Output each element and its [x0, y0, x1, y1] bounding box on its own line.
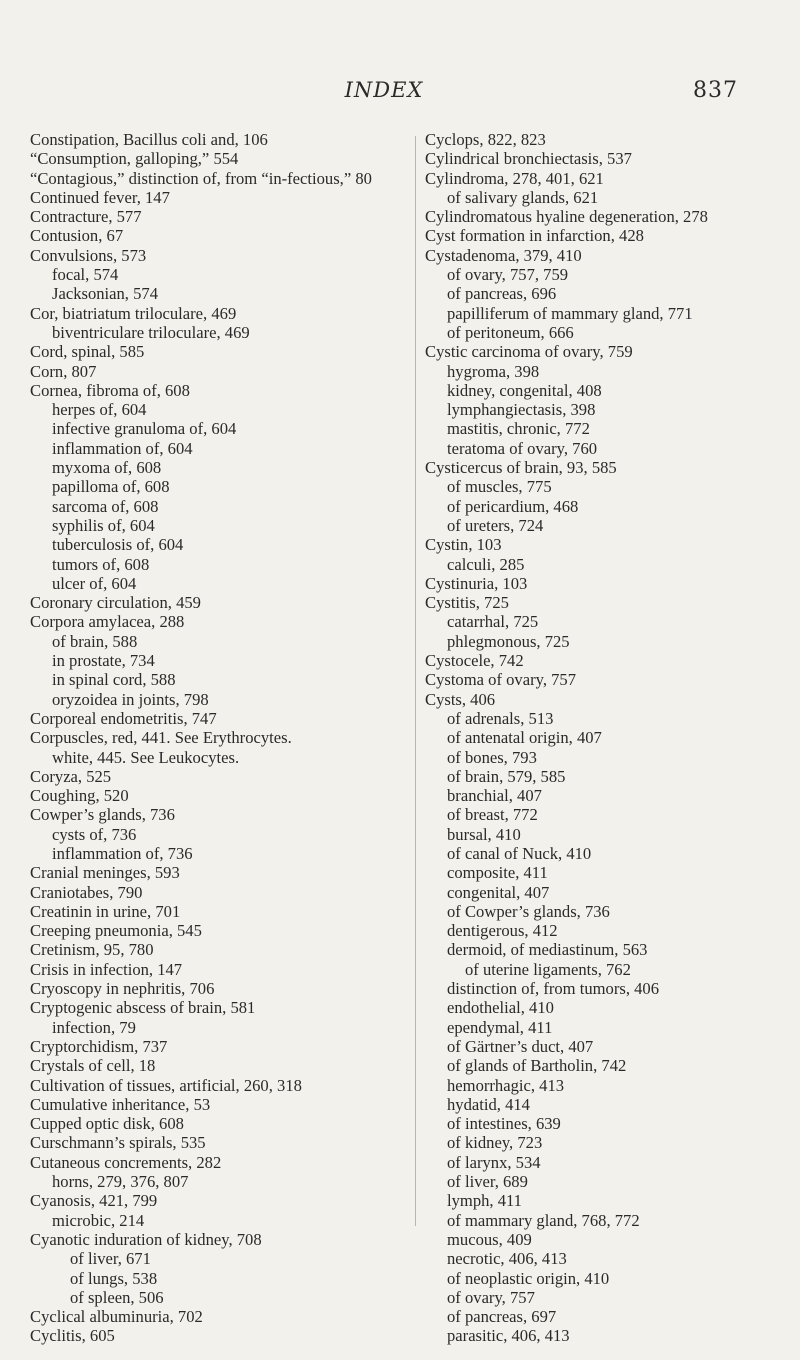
index-subentry: congenital, 407 — [447, 882, 550, 902]
index-subentry: parasitic, 406, 413 — [447, 1326, 570, 1346]
index-subentry: calculi, 285 — [447, 554, 525, 574]
index-entry: Cornea, fibroma of, 608 — [30, 380, 190, 400]
index-subentry: lymph, 411 — [447, 1191, 522, 1211]
index-subentry: of uterine ligaments, 762 — [465, 959, 631, 979]
index-entry: “Contagious,” distinction of, from “in-fectious,” 80 — [30, 168, 372, 188]
index-subentry: of brain, 588 — [52, 631, 138, 651]
index-entry: Cyclical albuminuria, 702 — [30, 1307, 203, 1327]
index-entry: Curschmann’s spirals, 535 — [30, 1133, 206, 1153]
index-subentry: of spleen, 506 — [70, 1287, 164, 1307]
index-subentry: kidney, congenital, 408 — [447, 380, 602, 400]
index-entry: Cyst formation in infarction, 428 — [425, 226, 644, 246]
index-subentry: of ovary, 757 — [447, 1287, 535, 1307]
index-entry: Coughing, 520 — [30, 786, 129, 806]
index-subentry: focal, 574 — [52, 265, 119, 285]
index-subentry: endothelial, 410 — [447, 998, 554, 1018]
index-entry: Cor, biatriatum triloculare, 469 — [30, 303, 237, 323]
index-entry: Craniotabes, 790 — [30, 882, 143, 902]
index-subentry: of pancreas, 697 — [447, 1307, 557, 1327]
index-subentry: in spinal cord, 588 — [52, 670, 176, 690]
index-subentry: bursal, 410 — [447, 824, 521, 844]
index-subentry: composite, 411 — [447, 863, 548, 883]
index-entry: Cysticercus of brain, 93, 585 — [425, 458, 617, 478]
index-subentry: of liver, 689 — [447, 1172, 528, 1192]
index-entry: Creeping pneumonia, 545 — [30, 921, 202, 941]
index-entry: Cystin, 103 — [425, 535, 502, 555]
index-subentry: oryzoidea in joints, 798 — [52, 689, 209, 709]
index-entry: Cryptorchidism, 737 — [30, 1036, 168, 1056]
page-number: 837 — [693, 78, 738, 103]
index-subentry: ependymal, 411 — [447, 1017, 553, 1037]
index-subentry: of kidney, 723 — [447, 1133, 543, 1153]
index-entry: Cystoma of ovary, 757 — [425, 670, 577, 690]
index-subentry: of brain, 579, 585 — [447, 766, 566, 786]
index-subentry: tumors of, 608 — [52, 554, 150, 574]
index-subentry: dermoid, of mediastinum, 563 — [447, 940, 648, 960]
index-subentry: of glands of Bartholin, 742 — [447, 1056, 627, 1076]
index-entry: Constipation, Bacillus coli and, 106 — [30, 130, 268, 149]
index-subentry: tuberculosis of, 604 — [52, 535, 184, 555]
index-subentry: of intestines, 639 — [447, 1114, 561, 1134]
index-subentry: inflammation of, 604 — [52, 438, 193, 458]
index-subentry: papilliferum of mammary gland, 771 — [447, 303, 693, 323]
index-subentry: distinction of, from tumors, 406 — [447, 979, 660, 999]
index-entry: Cryptogenic abscess of brain, 581 — [30, 998, 256, 1018]
index-subentry: of pericardium, 468 — [447, 496, 579, 516]
index-entry: Corpuscles, red, 441. See Erythrocytes. — [30, 728, 292, 748]
index-subentry: white, 445. See Leukocytes. — [52, 747, 240, 767]
index-subentry: biventriculare triloculare, 469 — [52, 322, 250, 342]
column-divider — [415, 136, 416, 1226]
index-entry: Cysts, 406 — [425, 689, 496, 709]
index-subentry: herpes of, 604 — [52, 400, 147, 420]
index-entry: Contracture, 577 — [30, 207, 142, 227]
index-entry: Coryza, 525 — [30, 766, 112, 786]
index-subentry: of Cowper’s glands, 736 — [447, 901, 610, 921]
index-entry: Cystocele, 742 — [425, 651, 524, 671]
index-subentry: hydatid, 414 — [447, 1094, 530, 1114]
index-subentry: of canal of Nuck, 410 — [447, 843, 592, 863]
index-entry: “Consumption, galloping,” 554 — [30, 149, 239, 169]
index-subentry: of muscles, 775 — [447, 477, 552, 497]
index-entry: Cowper’s glands, 736 — [30, 805, 175, 825]
index-subentry: of Gärtner’s duct, 407 — [447, 1036, 594, 1056]
index-subentry: of lungs, 538 — [70, 1268, 158, 1288]
index-subentry: myxoma of, 608 — [52, 458, 162, 478]
index-subentry: of neoplastic origin, 410 — [447, 1268, 610, 1288]
index-entry: Cystic carcinoma of ovary, 759 — [425, 342, 633, 362]
index-subentry: of breast, 772 — [447, 805, 538, 825]
index-subentry: microbic, 214 — [52, 1210, 145, 1230]
index-subentry: of peritoneum, 666 — [447, 322, 574, 342]
index-entry: Cystadenoma, 379, 410 — [425, 245, 582, 265]
index-subentry: sarcoma of, 608 — [52, 496, 159, 516]
index-entry: Cultivation of tissues, artificial, 260, 318 — [30, 1075, 302, 1095]
index-subentry: dentigerous, 412 — [447, 921, 558, 941]
index-entry: Cyanosis, 421, 799 — [30, 1191, 158, 1211]
index-subentry: papilloma of, 608 — [52, 477, 170, 497]
index-subentry: inflammation of, 736 — [52, 843, 193, 863]
index-entry: Cylindromatous hyaline degeneration, 278 — [425, 207, 708, 227]
index-entry: Cryoscopy in nephritis, 706 — [30, 979, 215, 999]
index-subentry: of ovary, 757, 759 — [447, 265, 569, 285]
index-subentry: of antenatal origin, 407 — [447, 728, 602, 748]
index-entry: Coronary circulation, 459 — [30, 593, 201, 613]
index-entry: Cyclops, 822, 823 — [425, 130, 546, 149]
index-entry: Cumulative inheritance, 53 — [30, 1094, 211, 1114]
running-title: INDEX — [344, 78, 424, 102]
index-subentry: teratoma of ovary, 760 — [447, 438, 598, 458]
index-entry: Cylindrical bronchiectasis, 537 — [425, 149, 632, 169]
index-column-left — [30, 130, 398, 1346]
index-entry: Cord, spinal, 585 — [30, 342, 145, 362]
index-entry: Crisis in infection, 147 — [30, 959, 183, 979]
index-entry: Cyanotic induration of kidney, 708 — [30, 1229, 262, 1249]
index-entry: Cystinuria, 103 — [425, 573, 528, 593]
index-entry: Corpora amylacea, 288 — [30, 612, 185, 632]
index-subentry: mucous, 409 — [447, 1229, 532, 1249]
index-entry: Corporeal endometritis, 747 — [30, 708, 217, 728]
page-header — [30, 78, 738, 108]
index-subentry: necrotic, 406, 413 — [447, 1249, 567, 1269]
index-subentry: syphilis of, 604 — [52, 515, 155, 535]
index-subentry: horns, 279, 376, 807 — [52, 1172, 189, 1192]
index-entry: Continued fever, 147 — [30, 187, 170, 207]
index-subentry: mastitis, chronic, 772 — [447, 419, 590, 439]
index-subentry: Jacksonian, 574 — [52, 284, 158, 304]
index-subentry: of liver, 671 — [70, 1249, 151, 1269]
index-subentry: hemorrhagic, 413 — [447, 1075, 565, 1095]
index-entry: Convulsions, 573 — [30, 245, 147, 265]
index-subentry: of salivary glands, 621 — [447, 187, 599, 207]
index-subentry: catarrhal, 725 — [447, 612, 539, 632]
index-subentry: of bones, 793 — [447, 747, 537, 767]
index-entry: Creatinin in urine, 701 — [30, 901, 181, 921]
index-subentry: of adrenals, 513 — [447, 708, 554, 728]
index-subentry: of ureters, 724 — [447, 515, 544, 535]
index-entry: Cyclitis, 605 — [30, 1326, 115, 1346]
index-column-right — [425, 130, 797, 1346]
index-subentry: infection, 79 — [52, 1017, 136, 1037]
index-entry: Cretinism, 95, 780 — [30, 940, 154, 960]
index-subentry: infective granuloma of, 604 — [52, 419, 237, 439]
index-subentry: ulcer of, 604 — [52, 573, 137, 593]
index-entry: Cranial meninges, 593 — [30, 863, 180, 883]
index-subentry: phlegmonous, 725 — [447, 631, 570, 651]
index-subentry: in prostate, 734 — [52, 651, 155, 671]
index-subentry: cysts of, 736 — [52, 824, 137, 844]
index-subentry: of larynx, 534 — [447, 1152, 541, 1172]
index-subentry: lymphangiectasis, 398 — [447, 400, 596, 420]
index-subentry: of mammary gland, 768, 772 — [447, 1210, 640, 1230]
index-subentry: of pancreas, 696 — [447, 284, 557, 304]
index-entry: Cystitis, 725 — [425, 593, 509, 613]
index-entry: Corn, 807 — [30, 361, 97, 381]
index-entry: Cutaneous concrements, 282 — [30, 1152, 222, 1172]
index-entry: Crystals of cell, 18 — [30, 1056, 156, 1076]
index-subentry: branchial, 407 — [447, 786, 542, 806]
index-subentry: hygroma, 398 — [447, 361, 540, 381]
index-entry: Cupped optic disk, 608 — [30, 1114, 184, 1134]
index-entry: Contusion, 67 — [30, 226, 124, 246]
index-entry: Cylindroma, 278, 401, 621 — [425, 168, 604, 188]
